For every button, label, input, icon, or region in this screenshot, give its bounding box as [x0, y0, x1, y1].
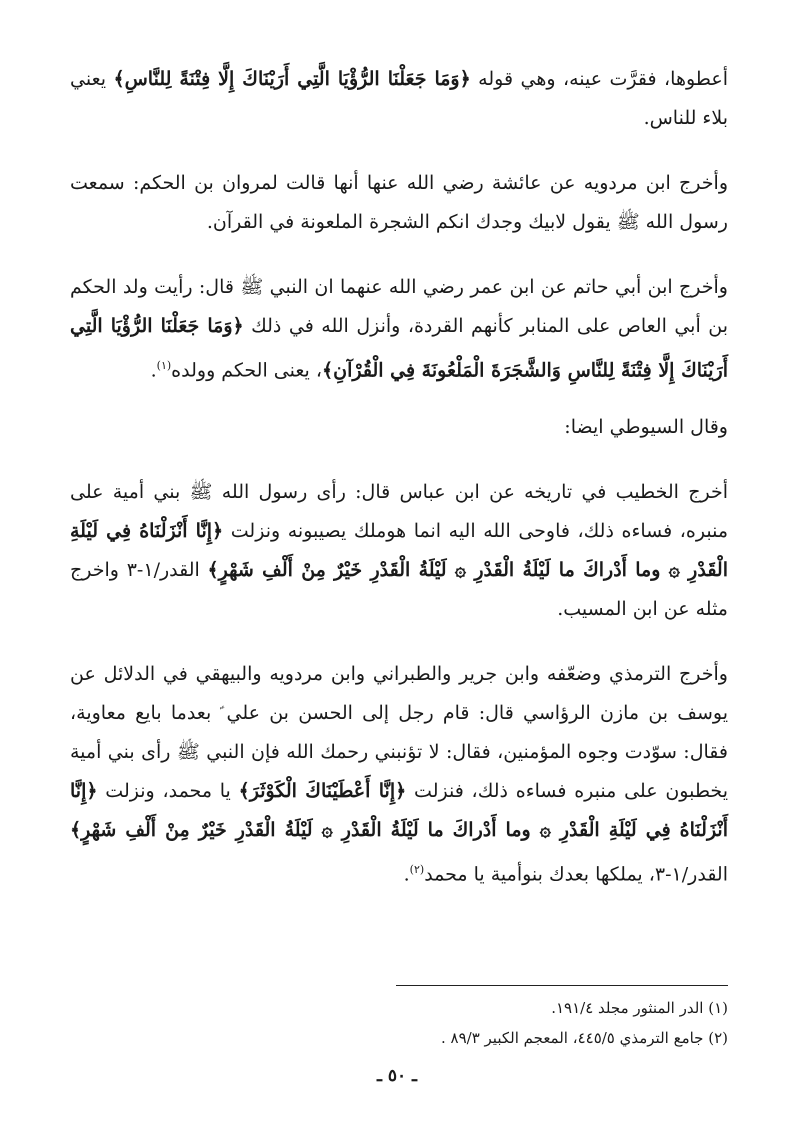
paragraph-4-text: وقال السيوطي ايضا: — [564, 416, 728, 439]
quran-verse: ﴿وَمَا جَعَلْنَا الرُّؤْيَا الَّتِي أَرَيْنَاكَ إِلَّا فِتْنَةً لِلنَّاسِ﴾ — [113, 68, 471, 90]
footnotes — [70, 993, 728, 1053]
paragraph-6-text: وأخرج الترمذي وضعّفه وابن جرير والطبراني وابن مردويه والبيهقي في الدلائل عن يوسف بن مازن الرؤاسي قال: قام رجل إلى الحسن بن علي ؑ بعدما بايع معاوية، فقال: سوّدت وجوه المؤمنين، فقال: لا تؤنبني رحمك الله فإن النبي ﷺ رأى بني أمية يخطبون على منبره فساءه ذلك، فنزلت — [70, 663, 728, 803]
paragraph-5 — [70, 473, 728, 629]
paragraph-2 — [70, 164, 728, 242]
paragraph-1 — [70, 60, 728, 138]
quran-verse: ﴿إِنَّا أَعْطَيْنَاكَ الْكَوْثَرَ﴾ — [238, 780, 407, 803]
page-number: ـ ٥٠ ـ — [376, 1066, 418, 1086]
paragraph-3-tail: ، يعنى الحكم وولده — [171, 359, 322, 382]
footnote-reference: (١) — [156, 359, 172, 372]
footnote-divider — [396, 985, 728, 986]
paragraph-6-tail: القدر/١-٣، يملكها بعدك بنوأمية يا محمد — [424, 863, 728, 886]
paragraph-6-end: . — [403, 863, 410, 886]
paragraph-4 — [70, 408, 728, 447]
paragraph-3-end: . — [150, 359, 157, 382]
page-body — [70, 60, 728, 921]
paragraph-3 — [70, 268, 728, 390]
quran-verse: ﴿إِنَّا أَنْزَلْنَاهُ فِي لَيْلَةِ الْقَدْرِ ۞ وما أَدْراكَ ما لَيْلَةُ الْقَدْرِ ۞ لَيْلَةُ الْقَدْرِ خَيْرٌ مِنْ أَلْفِ شَهْرٍ﴾ — [70, 780, 728, 842]
quran-verse: ﴿وَمَا جَعَلْنَا الرُّؤْيَا الَّتِي أَرَيْنَاكَ إِلَّا فِتْنَةً لِلنَّاسِ وَالشَّجَرَةَ الْمَلْعُونَةَ فِي الْقُرْآنِ﴾ — [70, 315, 728, 382]
footnote-2: (٢) جامع الترمذي ٤٤٥/٥، المعجم الكبير ٨٩/٣ . — [440, 1029, 728, 1047]
quran-verse: ﴿إِنَّا أَنْزَلْنَاهُ فِي لَيْلَةِ الْقَدْرِ ۞ وما أَدْراكَ ما لَيْلَةُ الْقَدْرِ ۞ لَيْلَةُ الْقَدْرِ خَيْرٌ مِنْ أَلْفِ شَهْرٍ﴾ — [70, 520, 728, 582]
paragraph-5-tail: القدر/١-٣ واخرج مثله عن ابن المسيب. — [70, 559, 728, 621]
paragraph-6 — [70, 655, 728, 894]
paragraph-3-text: وأخرج ابن أبي حاتم عن ابن عمر رضي الله عنهما ان النبي ﷺ قال: رأيت ولد الحكم بن أبي العاص على المنابر كأنهم القردة، وأنزل الله في ذلك — [70, 276, 728, 337]
paragraph-1-text: أعطوها، فقرَّت عينه، وهي قوله — [470, 68, 728, 90]
paragraph-2-text: وأخرج ابن مردويه عن عائشة رضي الله عنها أنها قالت لمروان بن الحكم: سمعت رسول الله ﷺ يقول لابيك وجدك انكم الشجرة الملعونة في القرآن. — [70, 172, 728, 233]
paragraph-1-tail: يعني بلاء للناس. — [70, 68, 728, 129]
paragraph-5-text: أخرج الخطيب في تاريخه عن ابن عباس قال: رأى رسول الله ﷺ بني أمية على منبره، فساءه ذلك، فاوحى الله اليه انما هوملك يصيبونه ونزلت — [70, 481, 728, 543]
paragraph-6-middle: يا محمد، ونزلت — [97, 780, 239, 803]
footnote-reference: (٢) — [409, 863, 425, 877]
footnote-1: (١) الدر المنثور مجلد ١٩١/٤. — [551, 999, 728, 1017]
